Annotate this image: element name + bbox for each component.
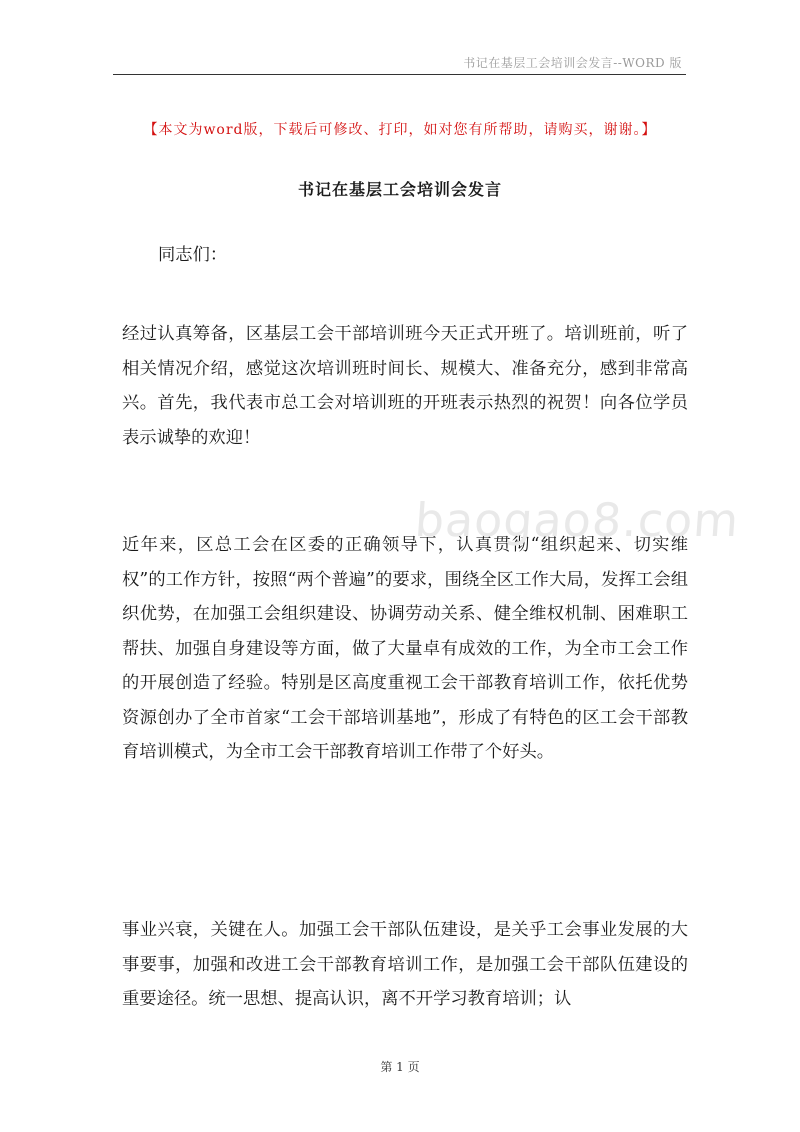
header-title: 书记在基层工会培训会发言--WORD 版: [463, 56, 682, 70]
paragraph-3: 事业兴衰，关键在人。加强工会干部队伍建设，是关乎工会事业发展的大事要事，加强和改进工会干部教育培训工作，是加强工会干部队伍建设的重要途径。统一思想、提高认识，离不开学习教育培训；认: [122, 920, 688, 1009]
header-divider: [113, 74, 686, 75]
watermark: baogao8.com: [413, 493, 742, 547]
paragraph-2: 近年来，区总工会在区委的正确领导下，认真贯彻“组织起来、切实维权”的工作方针，按照“两个普遍”的要求，围绕全区工作大局，发挥工会组织优势，在加强工会组织建设、协调劳动关系、健全维权机制、困难职工帮扶、加强自身建设等方面，做了大量卓有成效的工作，为全市工会工作的开展创造了经验。特别是区高度重视工会干部教育培训工作，依托优势资源创办了全市首家“工会干部培训基地”，形成了有特色的区工会干部教育培训模式，为全市工会干部教育培训工作带了个好头。: [122, 535, 688, 762]
page-number: 第 1 页: [380, 1060, 420, 1074]
document-title: 书记在基层工会培训会发言: [297, 180, 502, 199]
paragraph-1: 经过认真筹备，区基层工会干部培训班今天正式开班了。培训班前，听了相关情况介绍，感觉这次培训班时间长、规模大、准备充分，感到非常高兴。首先，我代表市总工会对培训班的开班表示热烈的祝贺！向各位学员表示诚挚的欢迎！: [122, 324, 688, 448]
purchase-notice: 【本文为word版，下载后可修改、打印，如对您有所帮助，请购买，谢谢。】: [143, 122, 657, 138]
salutation: 同志们：: [158, 245, 228, 265]
